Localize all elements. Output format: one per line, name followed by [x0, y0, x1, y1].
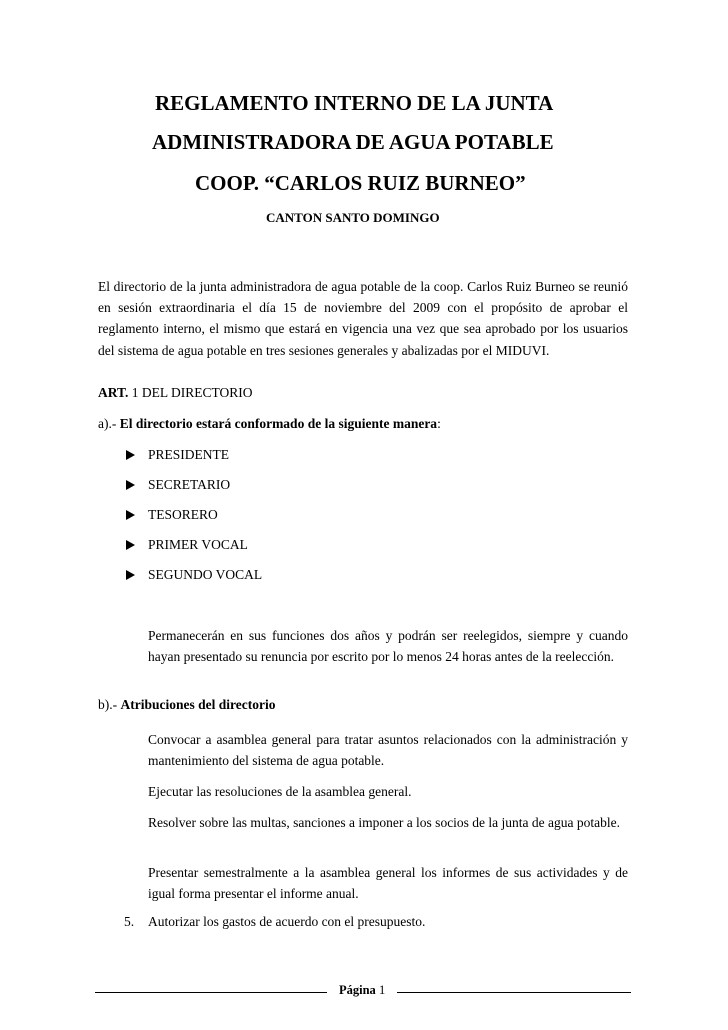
attribution-item: Resolver sobre las multas, sanciones a imponer a los socios de la junta de agua potable. [148, 815, 620, 830]
item-text: Autorizar los gastos de acuerdo con el presupuesto. [148, 914, 426, 929]
arrow-bullet-icon [126, 540, 135, 550]
document-title-line-1: REGLAMENTO INTERNO DE LA JUNTA [155, 91, 554, 115]
intro-paragraph: El directorio de la junta administradora de agua potable de la coop. Carlos Ruiz Burneo se reunió en sesión extraordinaria el día 15 de noviembre del 2009 con el propósito de aprobar el reglamento interno, el mismo que estará en vigencia una vez que sea aprobado por los usuarios del sistema de agua potable en tres sesiones generales y abalizadas por el MIDUVI. [98, 279, 628, 358]
term-note-paragraph: Permanecerán en sus funciones dos años y podrán ser reelegidos, siempre y cuando hayan presentado su renuncia por escrito por lo menos 24 horas antes de la reelección. [148, 628, 628, 665]
footer-rule-left [95, 992, 327, 993]
arrow-bullet-icon [126, 570, 135, 580]
list-item [124, 537, 262, 567]
article-title: 1 DEL DIRECTORIO [131, 385, 253, 400]
list-item-label: SEGUNDO VOCAL [148, 567, 263, 582]
footer-page-number: 1 [378, 983, 386, 997]
footer-page-label: Página [339, 983, 376, 997]
document-title-line-2: ADMINISTRADORA DE AGUA POTABLE [152, 130, 554, 154]
page-footer [339, 983, 385, 998]
list-item [124, 447, 262, 477]
attribution-item: Convocar a asamblea general para tratar asuntos relacionados con la administración y mantenimiento del sistema de agua potable. [148, 732, 628, 769]
section-b-title: Atribuciones del directorio [120, 697, 276, 712]
arrow-bullet-icon [126, 480, 135, 490]
document-title-line-3: COOP. “CARLOS RUIZ BURNEO” [195, 171, 526, 195]
arrow-bullet-icon [126, 450, 135, 460]
members-list [124, 447, 262, 597]
list-item [124, 477, 262, 507]
attribution-item: Presentar semestralmente a la asamblea general los informes de sus actividades y de igual forma presentar el informe anual. [148, 865, 628, 902]
list-item [124, 567, 262, 597]
section-a-heading [98, 416, 441, 432]
arrow-bullet-icon [126, 510, 135, 520]
list-item [124, 507, 262, 537]
footer-rule-right [397, 992, 631, 993]
list-item-label: TESORERO [148, 507, 218, 522]
numbered-attribution-item [124, 914, 425, 930]
list-item-label: PRESIDENTE [148, 447, 229, 462]
section-a-title: El directorio estará conformado de la siguiente manera [119, 416, 438, 431]
article-label: ART. [98, 385, 129, 400]
list-item-label: SECRETARIO [148, 477, 231, 492]
section-a-prefix: a).- [98, 416, 117, 431]
list-item-label: PRIMER VOCAL [148, 537, 248, 552]
section-b-prefix: b).- [98, 697, 118, 712]
section-a-colon: : [437, 416, 441, 431]
article-heading [98, 385, 253, 401]
section-b-heading [98, 697, 275, 713]
item-number: 5. [124, 914, 135, 929]
attribution-item: Ejecutar las resoluciones de la asamblea general. [148, 784, 412, 799]
document-subtitle: CANTON SANTO DOMINGO [266, 210, 440, 225]
